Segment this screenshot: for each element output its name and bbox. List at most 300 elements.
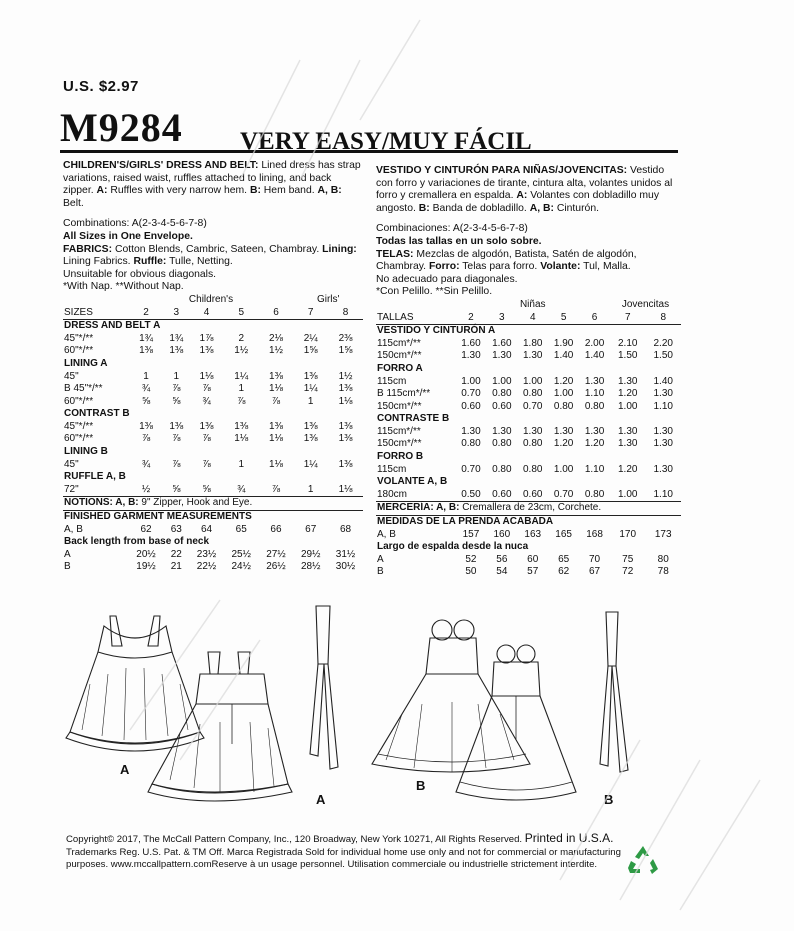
yardage-cell: 0.80 [584, 488, 605, 500]
measurement-cell: 52 [465, 553, 477, 565]
english-description: CHILDREN'S/GIRLS' DRESS AND BELT: Lined dress has strap variations, raised waist, ruffles attached to lining, and back zipper. A: Ruffles with very narrow hem. B: Hem band. A, B: Belt. [63, 160, 361, 209]
english-unsuitable: Unsuitable for obvious diagonals. [63, 268, 217, 280]
back-length-heading-row [376, 541, 681, 554]
yardage-cell: 1⅜ [234, 420, 249, 432]
yardage-cell: 2.10 [617, 337, 638, 349]
yardage-cell: 1¾ [169, 332, 184, 344]
size-group-children: Niñas [519, 298, 546, 310]
yardage-cell: 1⅜ [303, 433, 318, 445]
yardage-cell: ⅞ [202, 433, 211, 445]
row-label: VESTIDO Y CINTURÓN A [377, 325, 496, 337]
measurement-cell: 65 [558, 553, 570, 565]
yardage-cell: 1.00 [492, 375, 512, 387]
yardage-cell: ⅞ [202, 458, 211, 470]
yardage-row [63, 383, 363, 396]
row-label: FORRO A [377, 362, 423, 374]
back-length-row [376, 566, 681, 579]
yardage-cell: 0.60 [492, 488, 512, 500]
yardage-cell: 1½ [269, 345, 283, 357]
measurement-cell: 56 [496, 553, 508, 565]
row-label: LINING B [64, 446, 108, 458]
yardage-cell: 1.00 [553, 388, 574, 400]
yardage-cell: 1.20 [617, 463, 638, 475]
spanish-all-sizes: Todas las tallas en un solo sobre. [376, 235, 542, 247]
english-yardage-table [63, 294, 363, 574]
yardage-cell: ⅝ [172, 395, 181, 407]
yardage-row [63, 371, 363, 384]
yardage-cell: 1.30 [492, 350, 512, 362]
measurement-cell: 67 [588, 566, 601, 578]
row-label: FORRO B [377, 451, 424, 463]
measurement-cell: 50 [465, 566, 477, 578]
yardage-cell: 1.30 [617, 438, 638, 450]
size-cell: 5 [548, 312, 579, 325]
size-cell: 3 [163, 307, 189, 320]
yardage-cell: 1.80 [523, 337, 543, 349]
yardage-cell: 2.20 [653, 337, 673, 349]
yardage-cell: ¾ [202, 395, 211, 407]
english-nap: *With Nap. **Without Nap. [63, 281, 184, 293]
yardage-cell: 0.80 [492, 463, 512, 475]
yardage-cell: 1⅞ [199, 332, 214, 344]
row-label: 115cm*/** [377, 337, 421, 349]
notions-label: MERCERÍA: A, B: [377, 502, 463, 514]
yardage-cell: 1 [307, 395, 314, 407]
yardage-cell: 1¼ [234, 370, 249, 382]
english-combinations: Combinations: A(2-3-4-5-6-7-8) [63, 218, 207, 230]
yardage-cell: 1⅜ [139, 345, 153, 357]
yardage-cell: 1.00 [617, 400, 638, 412]
row-label: B 45"*/** [64, 383, 103, 395]
yardage-cell: 1.40 [653, 375, 673, 387]
yardage-cell: 0.70 [461, 388, 481, 400]
yardage-cell: 1.30 [584, 425, 605, 437]
measurement-cell: 22 [170, 548, 182, 560]
measurement-cell: 72 [622, 566, 634, 578]
yardage-cell: 1⅛ [269, 458, 283, 470]
size-cell: 8 [645, 312, 681, 325]
sizes-label: SIZES [63, 307, 129, 320]
yardage-cell: 1 [238, 383, 245, 395]
printed-text: Printed in U.S.A. [524, 831, 614, 845]
yardage-cell: ⅝ [172, 483, 181, 495]
yardage-cell: ⅝ [141, 395, 151, 407]
size-group-girls: Jovencitas [621, 298, 670, 310]
row-label: 115cm [377, 463, 407, 475]
row-label: CONTRASTE B [377, 413, 450, 425]
belt-a-drawing [310, 606, 338, 769]
yardage-cell: ¾ [237, 483, 246, 495]
yardage-cell: 1⅜ [199, 345, 214, 357]
measurement-cell: 160 [493, 528, 511, 540]
measurement-cell: 64 [200, 523, 213, 535]
yardage-cell: 0.80 [584, 400, 605, 412]
yardage-cell: 1⅜ [269, 370, 283, 382]
trademark-text: Trademarks Reg. U.S. Pat. & TM Off. Marca Registrada Sold for individual home use only and not for commercial or manufacturing purposes. www.mccallpattern.comReserve à un usage personnel. Utilisation commerciale ou industrielle strictement interdite. [66, 846, 621, 871]
finished-heading-row [376, 516, 681, 529]
yardage-cell: 1.00 [553, 463, 574, 475]
yardage-cell: 1.30 [653, 388, 673, 400]
row-label: A [377, 553, 384, 565]
yardage-cell: 1.30 [584, 375, 605, 387]
yardage-cell: ⅞ [172, 383, 181, 395]
row-label: 115cm*/** [377, 425, 421, 437]
yardage-cell: 2.00 [584, 337, 605, 349]
measurement-cell: 163 [524, 528, 542, 540]
yardage-row [63, 484, 363, 497]
yardage-cell: 1.30 [617, 375, 638, 387]
yardage-cell: ⅞ [172, 433, 181, 445]
yardage-cell: 1⅜ [338, 383, 353, 395]
measurement-cell: 29½ [300, 548, 321, 560]
yardage-cell: 0.80 [523, 388, 543, 400]
size-group-girls: Girls' [316, 293, 340, 305]
section-row [376, 413, 681, 426]
row-label: B 115cm*/** [377, 388, 431, 400]
yardage-cell: 1.30 [653, 438, 673, 450]
yardage-row [63, 345, 363, 358]
measurement-cell: 30½ [335, 561, 356, 573]
yardage-cell: 2⅜ [338, 332, 353, 344]
row-label: 60"*/** [64, 433, 94, 445]
size-cell: 5 [224, 307, 259, 320]
yardage-cell: 0.70 [523, 400, 543, 412]
yardage-cell: 1⅛ [199, 370, 214, 382]
measurement-cell: 60 [527, 553, 539, 565]
measurement-cell: 27½ [266, 548, 286, 560]
row-label: VOLANTE A, B [377, 476, 448, 488]
finished-row [376, 529, 681, 542]
yardage-cell: 1.50 [653, 350, 673, 362]
yardage-cell: 2⅛ [269, 332, 283, 344]
section-row [63, 446, 363, 459]
section-row [63, 471, 363, 484]
back-length-row [63, 561, 363, 574]
view-label-a-front: A [120, 762, 130, 777]
measurement-cell: 24½ [231, 561, 251, 573]
yardage-cell: 1.30 [617, 425, 638, 437]
row-label: B [64, 561, 71, 573]
size-group-row [376, 299, 681, 312]
yardage-cell: 1⅜ [338, 458, 353, 470]
view-label-b-belt: B [604, 792, 614, 807]
pattern-number: M9284 [60, 105, 183, 150]
size-cell: 4 [189, 307, 224, 320]
yardage-cell: ⅞ [237, 395, 246, 407]
yardage-cell: ⅞ [141, 433, 151, 445]
row-label: 45" [64, 458, 79, 470]
yardage-cell: 1.90 [553, 337, 574, 349]
yardage-cell: 1.30 [653, 425, 673, 437]
measurement-cell: 80 [657, 553, 669, 565]
yardage-cell: 2¼ [303, 332, 318, 344]
row-label: A [64, 548, 71, 560]
yardage-cell: 0.60 [523, 488, 543, 500]
sizes-row [63, 307, 363, 320]
yardage-cell: 1.10 [584, 388, 605, 400]
back-length-heading-row [63, 536, 363, 549]
yardage-cell: 1.10 [584, 463, 605, 475]
row-label: A, B [64, 523, 83, 535]
english-fabrics: FABRICS: Cotton Blends, Cambric, Sateen, Chambray. Lining: Lining Fabrics. Ruffle: Tulle, Netting. [63, 243, 357, 268]
measurement-cell: 173 [654, 528, 672, 540]
row-label: 150cm*/** [377, 400, 422, 412]
yardage-row [376, 401, 681, 414]
measurement-cell: 62 [558, 566, 570, 578]
section-row [63, 408, 363, 421]
yardage-row [376, 388, 681, 401]
finished-heading: FINISHED GARMENT MEASUREMENTS [63, 511, 363, 524]
dress-a-back-drawing [148, 652, 292, 801]
yardage-cell: 0.60 [461, 400, 481, 412]
row-label: B [377, 566, 384, 578]
measurement-cell: 68 [339, 523, 352, 535]
yardage-cell: 1⅛ [269, 383, 283, 395]
yardage-row [63, 421, 363, 434]
measurement-cell: 63 [170, 523, 182, 535]
yardage-cell: ⅞ [271, 395, 281, 407]
section-row [63, 358, 363, 371]
yardage-cell: 1⅜ [169, 345, 184, 357]
yardage-cell: 1.30 [523, 425, 543, 437]
yardage-cell: 1.30 [492, 425, 512, 437]
belt-b-drawing [600, 612, 628, 772]
row-label: LINING A [64, 357, 108, 369]
yardage-cell: 1⅜ [169, 420, 184, 432]
view-label-a-belt: A [316, 792, 326, 807]
row-label: 60"*/** [64, 345, 94, 357]
row-label: DRESS AND BELT A [64, 320, 161, 332]
yardage-cell: 0.80 [492, 388, 512, 400]
yardage-cell: 0.80 [461, 438, 481, 450]
size-cell: 8 [328, 307, 363, 320]
measurement-cell: 31½ [335, 548, 356, 560]
measurement-cell: 70 [588, 553, 601, 565]
yardage-cell: 1.30 [553, 425, 574, 437]
spanish-yardage-table [376, 299, 681, 579]
section-row [376, 325, 681, 338]
yardage-cell: 0.80 [553, 400, 574, 412]
copyright-text: Copyright© 2017, The McCall Pattern Company, Inc., 120 Broadway, New York 10271, All Rights Reserved. [66, 834, 523, 845]
copyright-footer [66, 832, 626, 872]
measurement-cell: 19½ [136, 561, 156, 573]
measurement-cell: 75 [622, 553, 634, 565]
yardage-cell: 1⅜ [303, 420, 318, 432]
measurement-cell: 26½ [266, 561, 286, 573]
yardage-cell: 1½ [234, 345, 249, 357]
measurement-cell: 62 [140, 523, 152, 535]
measurement-cell: 66 [270, 523, 282, 535]
measurement-cell: 25½ [231, 548, 251, 560]
yardage-cell: 1.30 [461, 350, 481, 362]
yardage-row [376, 426, 681, 439]
notions-row [376, 502, 681, 516]
yardage-row [376, 338, 681, 351]
yardage-cell: ⅞ [172, 458, 181, 470]
yardage-cell: 1⅜ [199, 420, 214, 432]
row-label: 150cm*/** [377, 350, 422, 362]
yardage-cell: 1.30 [653, 463, 673, 475]
header-rule [60, 150, 678, 153]
yardage-cell: 1.20 [617, 388, 638, 400]
yardage-cell: ⅞ [202, 383, 211, 395]
yardage-cell: 1.00 [523, 375, 543, 387]
row-label: 45"*/** [64, 420, 94, 432]
yardage-cell: 1⅜ [338, 433, 353, 445]
yardage-row [63, 396, 363, 409]
section-row [376, 451, 681, 464]
spanish-fabrics: TELAS: Mezclas de algodón, Batista, Satén de algodón, Chambray. Forro: Telas para forro. Volante: Tul, Malla. [376, 248, 637, 273]
notions-text: 9" Zipper, Hook and Eye. [141, 497, 253, 509]
row-label: A, B [377, 528, 396, 540]
measurement-cell: 170 [619, 528, 637, 540]
yardage-cell: ½ [141, 483, 151, 495]
yardage-cell: 1.50 [617, 350, 638, 362]
yardage-cell: 1⅛ [269, 433, 283, 445]
spanish-nap: *Con Pelillo. **Sin Pelillo. [376, 286, 493, 298]
dress-a-front-drawing [66, 616, 204, 751]
yardage-row [63, 333, 363, 346]
yardage-row [376, 464, 681, 477]
yardage-cell: 1.30 [523, 350, 543, 362]
yardage-cell: 1⅛ [338, 483, 353, 495]
finished-row [63, 524, 363, 537]
measurement-cell: 78 [657, 566, 669, 578]
yardage-row [63, 459, 363, 472]
measurement-cell: 57 [527, 566, 539, 578]
row-label: 72" [64, 483, 79, 495]
sizes-label: TALLAS [376, 312, 455, 325]
spanish-column [376, 165, 681, 579]
section-row [63, 320, 363, 333]
measurement-cell: 54 [496, 566, 508, 578]
measurement-cell: 21 [170, 561, 182, 573]
english-all-sizes: All Sizes in One Envelope. [63, 230, 193, 242]
measurement-cell: 168 [586, 528, 603, 540]
finished-heading-row [63, 511, 363, 524]
english-column [63, 160, 363, 574]
garment-illustrations [60, 604, 680, 819]
yardage-row [63, 433, 363, 446]
row-label: CONTRAST B [64, 408, 130, 420]
yardage-cell: 1⅛ [234, 433, 249, 445]
price: U.S. $2.97 [63, 78, 139, 95]
measurement-cell: 165 [555, 528, 572, 540]
yardage-cell: 1⅜ [338, 420, 353, 432]
measurement-cell: 67 [305, 523, 317, 535]
size-group-row [63, 294, 363, 307]
yardage-cell: 1.10 [653, 488, 673, 500]
yardage-cell: 1.40 [553, 350, 574, 362]
view-label-b-front: B [416, 778, 426, 793]
yardage-cell: 1⅜ [303, 370, 318, 382]
row-label: 45"*/** [64, 332, 94, 344]
finished-heading: MEDIDAS DE LA PRENDA ACABADA [376, 516, 681, 529]
back-length-row [376, 554, 681, 567]
size-cell: 6 [579, 312, 610, 325]
yardage-cell: ⅝ [202, 483, 211, 495]
measurement-cell: 65 [235, 523, 247, 535]
notions-text: Cremallera de 23cm, Corchete. [462, 502, 602, 514]
section-row [376, 363, 681, 376]
measurement-cell: 22½ [196, 561, 217, 573]
yardage-cell: 1.00 [461, 375, 481, 387]
yardage-row [376, 350, 681, 363]
yardage-cell: 1 [143, 370, 149, 382]
back-length-heading: Back length from base of neck [64, 536, 210, 548]
yardage-cell: ⅞ [271, 483, 281, 495]
spanish-description: VESTIDO Y CINTURÓN PARA NIÑAS/JOVENCITAS: Vestido con forro y variaciones de tirante, cintura alta, volantes unidos al forro y cremallera en espalda. A: Volantes con dobladillo muy angosto. B: Banda de dobladillo. A, B: Cinturón. [376, 165, 673, 214]
yardage-cell: 1⅜ [139, 420, 153, 432]
measurement-cell: 23½ [196, 548, 217, 560]
yardage-cell: 0.70 [553, 488, 574, 500]
size-group-children: Children's [188, 293, 234, 305]
yardage-cell: 1.40 [584, 350, 605, 362]
yardage-cell: 0.60 [492, 400, 512, 412]
spanish-unsuitable: No adecuado para diagonales. [376, 273, 518, 285]
yardage-cell: 1.10 [653, 400, 673, 412]
yardage-cell: 1.20 [584, 438, 605, 450]
measurement-cell: 157 [462, 528, 480, 540]
yardage-cell: 1⅝ [303, 345, 318, 357]
yardage-cell: 1¼ [303, 458, 318, 470]
notions-row [63, 497, 363, 511]
yardage-cell: 1¾ [139, 332, 153, 344]
measurement-cell: 28½ [300, 561, 321, 573]
dress-b-back-drawing [456, 645, 576, 800]
size-cell: 4 [517, 312, 548, 325]
yardage-row [376, 376, 681, 389]
section-row [376, 476, 681, 489]
row-label: 115cm [377, 375, 407, 387]
size-cell: 7 [293, 307, 328, 320]
spanish-combinations: Combinaciones: A(2-3-4-5-6-7-8) [376, 223, 528, 235]
recycle-icon [626, 843, 660, 877]
yardage-cell: 1⅜ [269, 420, 283, 432]
row-label: 150cm*/** [377, 438, 422, 450]
yardage-cell: 0.70 [461, 463, 481, 475]
yardage-cell: 1.00 [617, 488, 638, 500]
yardage-cell: 1.20 [553, 438, 574, 450]
yardage-cell: 1.60 [492, 337, 512, 349]
yardage-cell: ¾ [141, 383, 151, 395]
yardage-row [376, 438, 681, 451]
size-cell: 6 [259, 307, 294, 320]
yardage-cell: 0.80 [523, 438, 543, 450]
measurement-cell: 20½ [136, 548, 156, 560]
yardage-cell: ¾ [141, 458, 151, 470]
size-cell: 2 [129, 307, 164, 320]
yardage-cell: 1.20 [553, 375, 574, 387]
sizes-row [376, 312, 681, 325]
size-cell: 2 [455, 312, 486, 325]
yardage-cell: 1⅛ [338, 395, 353, 407]
yardage-cell: 1⅝ [338, 345, 353, 357]
row-label: 180cm [377, 488, 408, 500]
yardage-cell: 1 [307, 483, 314, 495]
row-label: 60"*/** [64, 395, 94, 407]
row-label: RUFFLE A, B [64, 471, 126, 483]
yardage-cell: 0.50 [461, 488, 481, 500]
back-length-row [63, 549, 363, 562]
yardage-cell: 1 [238, 458, 245, 470]
yardage-cell: 1.30 [461, 425, 481, 437]
notions-label: NOTIONS: A, B: [64, 497, 142, 509]
size-cell: 7 [610, 312, 645, 325]
yardage-row [376, 489, 681, 502]
yardage-cell: 1 [173, 370, 180, 382]
yardage-cell: 0.80 [523, 463, 543, 475]
